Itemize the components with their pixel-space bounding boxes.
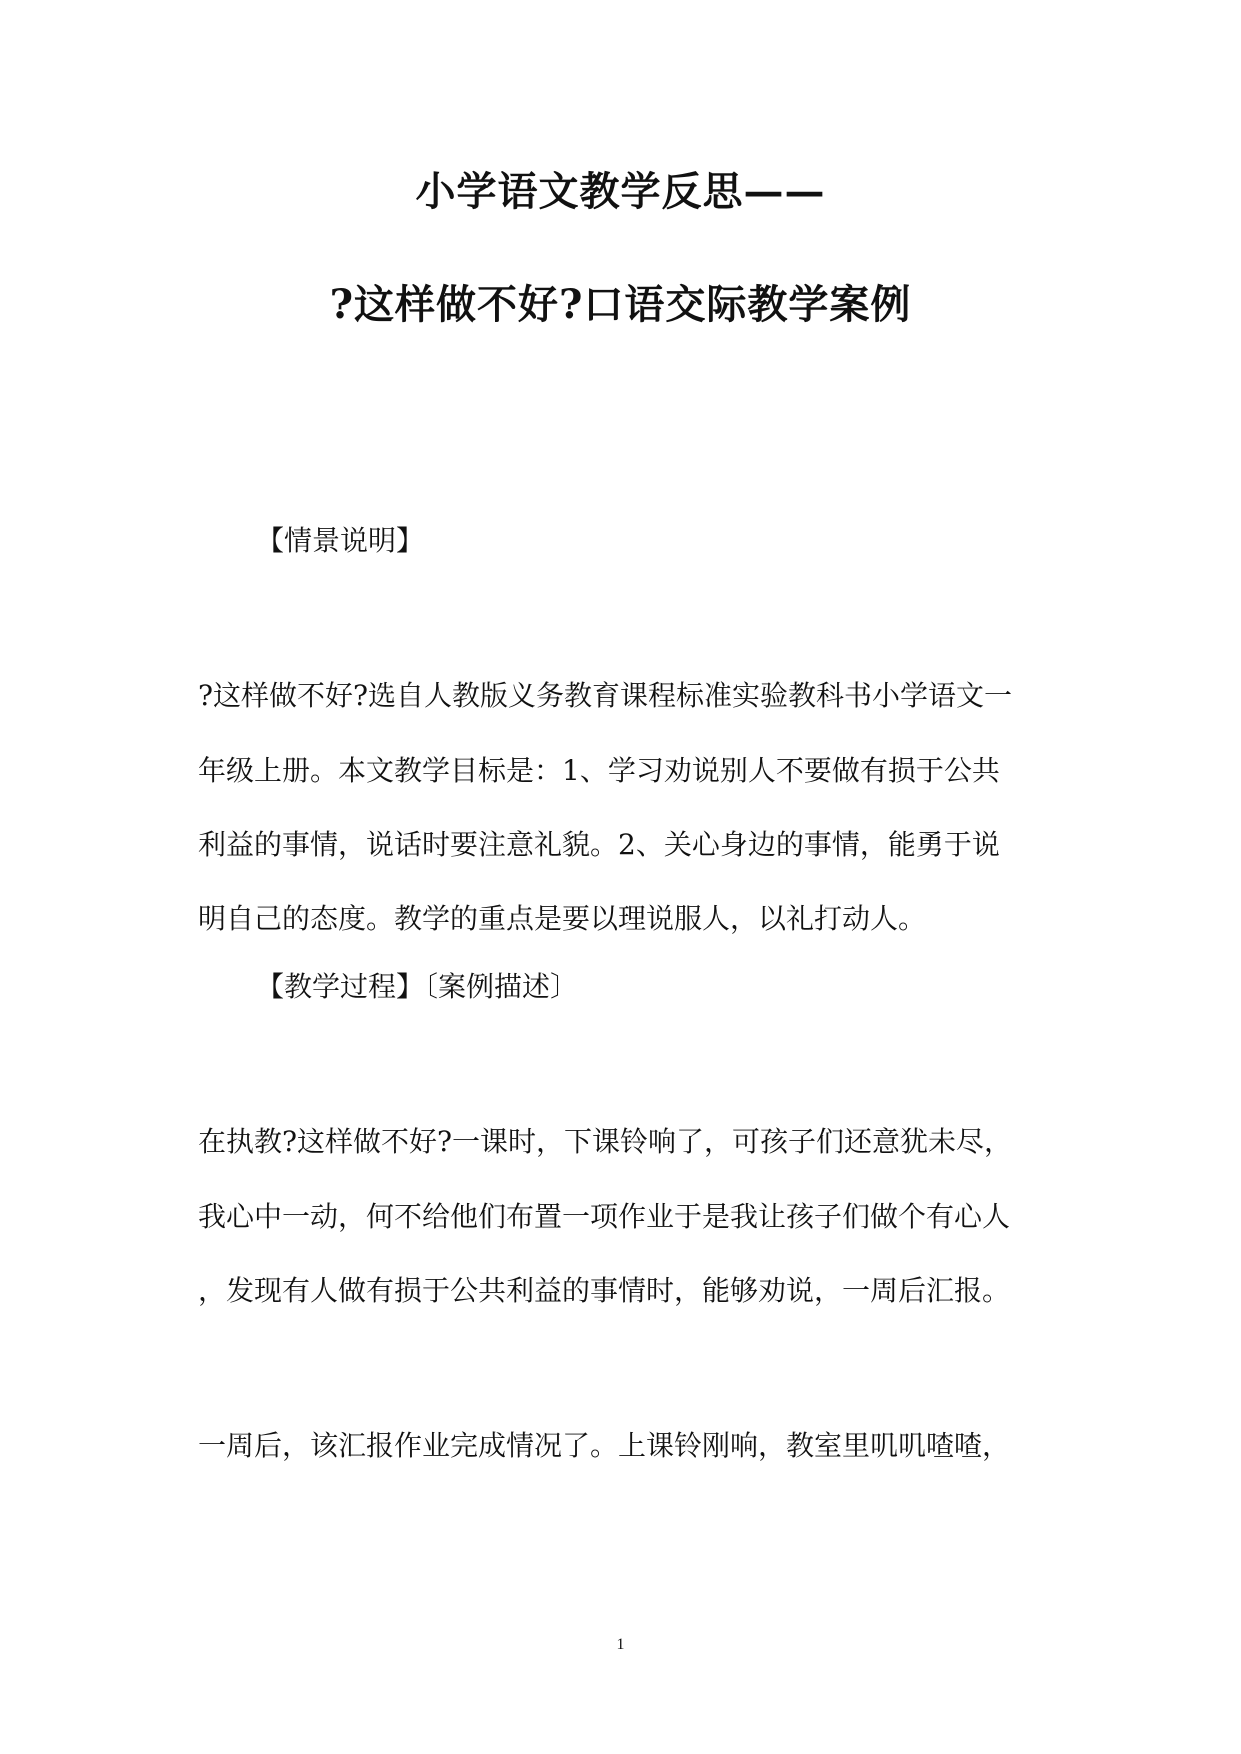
- document-title-line-2: ?这样做不好?口语交际教学案例: [329, 281, 912, 328]
- section-heading-teaching-process: 【教学过程】〔案例描述〕: [256, 970, 579, 1003]
- paragraph-line: 我心中一动，何不给他们布置一项作业于是我让孩子们做个有心人: [198, 1200, 1011, 1233]
- paragraph-line: ，发现有人做有损于公共利益的事情时，能够劝说，一周后汇报。: [198, 1274, 1011, 1307]
- paragraph-line: 一周后，该汇报作业完成情况了。上课铃刚响，教室里叽叽喳喳，: [198, 1429, 1011, 1462]
- paragraph-line: 在执教?这样做不好?一课时，下课铃响了，可孩子们还意犹未尽，: [198, 1125, 1013, 1158]
- paragraph-line: 年级上册。本文教学目标是：1、学习劝说别人不要做有损于公共: [198, 754, 1000, 787]
- paragraph-line: 明自己的态度。教学的重点是要以理说服人，以礼打动人。: [198, 902, 927, 935]
- paragraph-line: ?这样做不好?选自人教版义务教育课程标准实验教科书小学语文一: [198, 679, 1013, 712]
- document-title-line-1: 小学语文教学反思——: [415, 168, 826, 215]
- section-heading-scenario: 【情景说明】: [256, 524, 425, 557]
- page-number: 1: [616, 1636, 625, 1653]
- paragraph-line: 利益的事情，说话时要注意礼貌。2、关心身边的事情，能勇于说: [198, 828, 1000, 861]
